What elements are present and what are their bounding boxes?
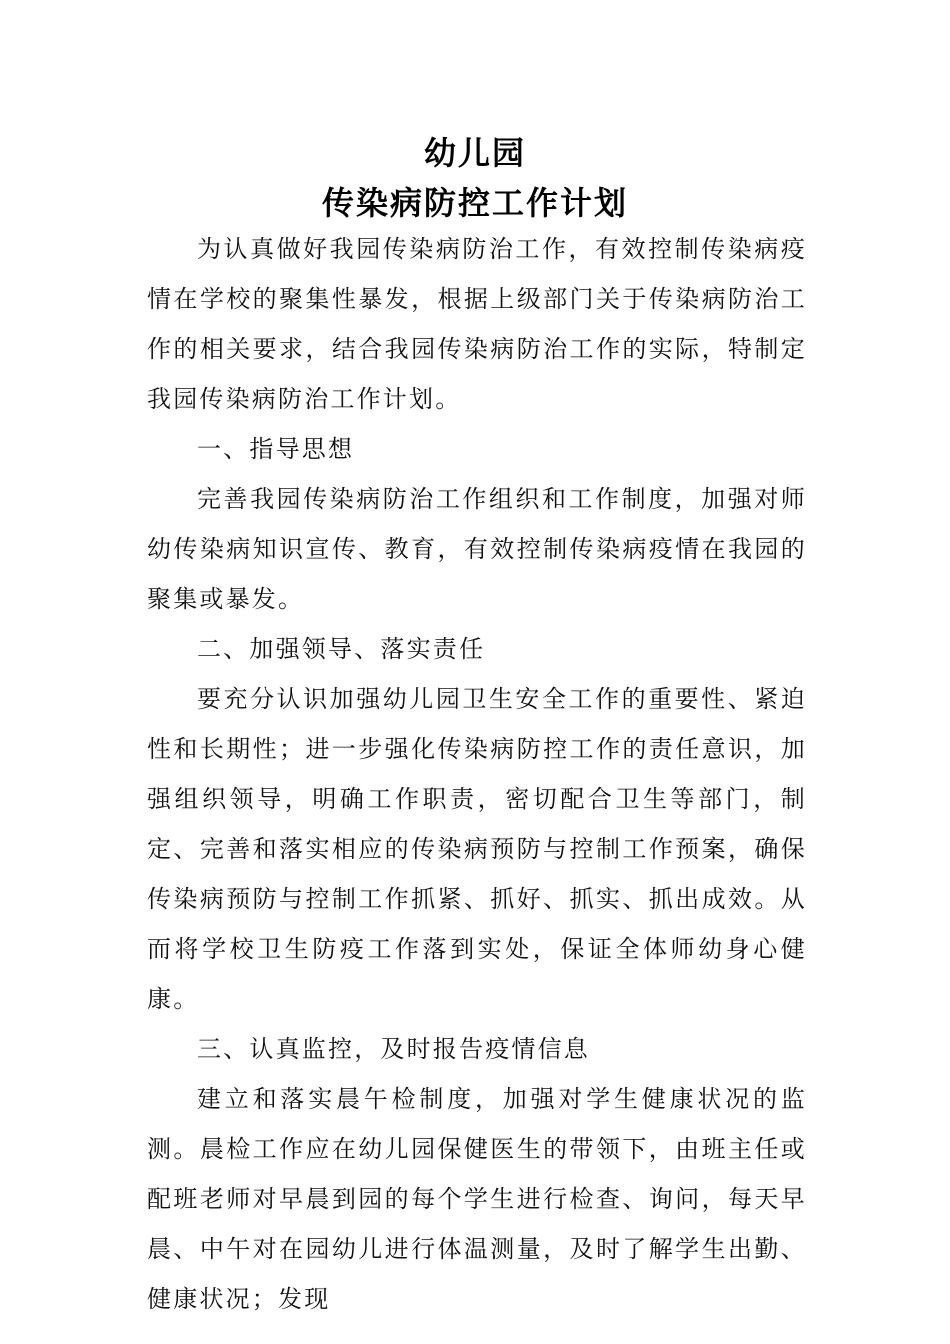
section-heading-2: 二、加强领导、落实责任 (197, 635, 486, 663)
document-title-line1: 幼儿园 (423, 134, 526, 172)
intro-paragraph: 为认真做好我园传染病防治工作，有效控制传染病疫情在学校的聚集性暴发，根据上级部门关于传染病防治工作的相关要求，结合我园传染病防治工作的实际，特制定我园传染病防治工作计划。 (147, 235, 807, 413)
section-heading-1: 一、指导思想 (197, 435, 355, 463)
document-body (147, 224, 807, 1324)
document-title-line2: 传染病防控工作计划 (321, 184, 628, 222)
section-1-paragraph: 完善我园传染病防治工作组织和工作制度，加强对师幼传染病知识宣传、教育，有效控制传染病疫情在我园的聚集或暴发。 (147, 485, 807, 613)
section-heading-3: 三、认真监控，及时报告疫情信息 (197, 1035, 590, 1063)
section-3-paragraph: 建立和落实晨午检制度，加强对学生健康状况的监测。晨检工作应在幼儿园保健医生的带领下，由班主任或配班老师对早晨到园的每个学生进行检查、询问，每天早晨、中午对在园幼儿进行体温测量，及时了解学生出勤、健康状况；发现 (147, 1085, 807, 1313)
section-2-paragraph: 要充分认识加强幼儿园卫生安全工作的重要性、紧迫性和长期性；进一步强化传染病防控工作的责任意识，加强组织领导，明确工作职责，密切配合卫生等部门，制定、完善和落实相应的传染病预防与控制工作预案，确保传染病预防与控制工作抓紧、抓好、抓实、抓出成效。从而将学校卫生防疫工作落到实处，保证全体师幼身心健康。 (147, 685, 807, 1013)
